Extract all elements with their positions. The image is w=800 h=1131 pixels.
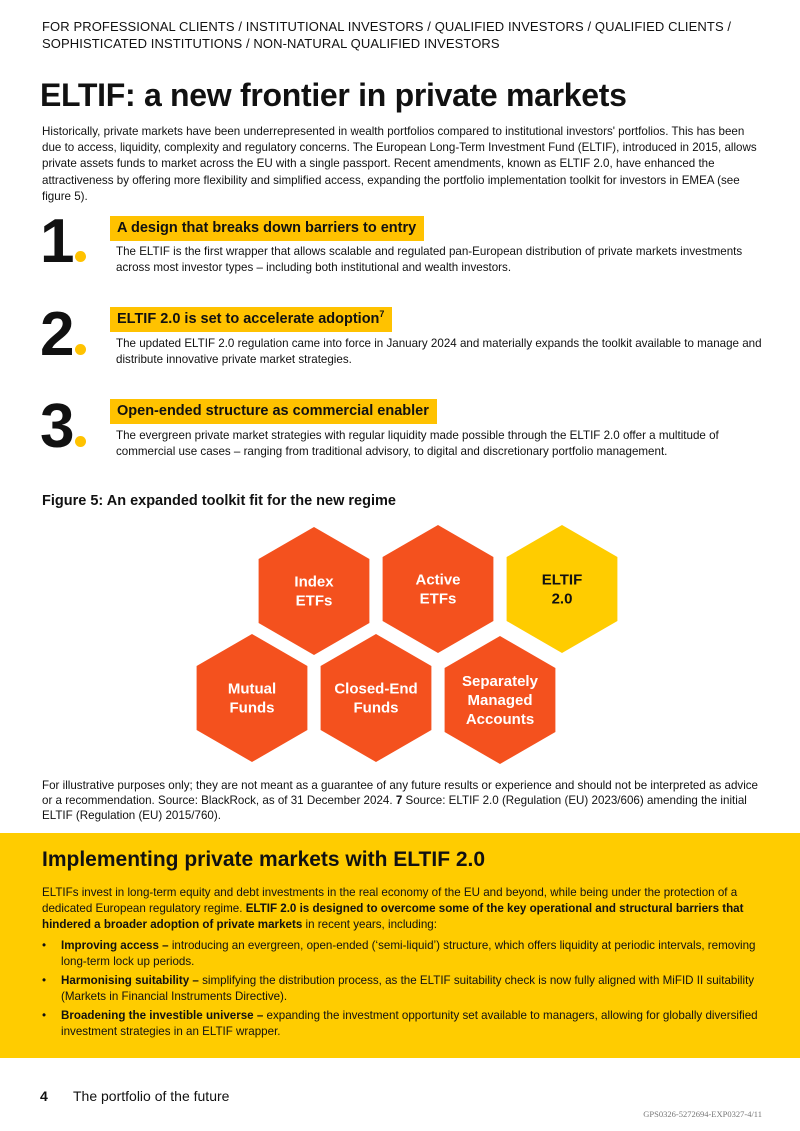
hexagon-label: Separately: [462, 673, 538, 690]
hexagon-label: ETFs: [419, 590, 457, 608]
audience-line-2: SOPHISTICATED INSTITUTIONS / NON-NATURAL QUALIFIED INVESTORS: [42, 36, 500, 51]
bullet-dot-icon: [75, 251, 86, 262]
hexagon-index-etfs: [259, 527, 370, 655]
hexagon-closed-end-funds: [321, 634, 432, 762]
page-number: 4: [40, 1088, 48, 1104]
point-text-1: The ELTIF is the first wrapper that allows scalable and regulated pan-European distribution of private markets investments across most investor types – including both institutional and wealth investors.: [116, 245, 743, 275]
point-heading-3: Open-ended structure as commercial enabler: [110, 399, 437, 424]
point-heading-2: ELTIF 2.0 is set to accelerate adoption$^7$: [110, 307, 392, 332]
document-code: GPS0326-5272694-EXP0327-4/11: [643, 1109, 762, 1119]
audience-disclaimer: [42, 18, 782, 52]
figure-footnote: For illustrative purposes only; they are not meant as a guarantee of any future results or experience and should not be interpreted as advice or a recommendation. Source: BlackRock, as of 31 December 2024. 7 Source: ELTIF 2.0 (Regulation (EU) 2023/606) amending the initial ELTIF (Regulation (EU) 2015/760).: [42, 779, 759, 822]
hexagon-shape: [197, 634, 308, 762]
hexagon-label: Accounts: [465, 711, 535, 728]
point-text-2: The updated ELTIF 2.0 regulation came into force in January 2024 and materially expands the toolkit available to manage and distribute innovative private market strategies.: [116, 337, 762, 367]
hexagon-shape: [383, 525, 494, 653]
hexagon-label: Mutual: [227, 680, 277, 698]
hexagon-label: Funds: [353, 699, 399, 717]
list-item: • Improving access – introducing an evergreen, open-ended (‘semi-liquid’) structure, which offers liquidity at periodic intervals, removing long-term lock up periods.: [42, 938, 758, 970]
point-number-1: 1: [40, 212, 86, 272]
implementing-panel: [0, 833, 800, 1058]
toolkit-hexagon-figure: [0, 515, 800, 765]
point-text-3: The evergreen private market strategies with regular liquidity made possible through the ELTIF 2.0 offer a multitude of commercial use cases – ranging from traditional advisory, to digital and discretionary portfolio management.: [116, 429, 719, 459]
hexagon-label: Active: [415, 571, 461, 589]
implementing-paragraph: ELTIFs invest in long-term equity and debt investments in the real economy of the EU and beyond, while being under the protection of a dedicated European regulatory regime. ELTIF 2.0 is designed to overcome some of the key operational and structural barriers that hindered a broader adoption of private markets in recent years, including:: [42, 886, 744, 932]
audience-line-1: FOR PROFESSIONAL CLIENTS / INSTITUTIONAL INVESTORS / QUALIFIED INVESTORS / QUALIFIED CLIENTS /: [42, 19, 732, 34]
hexagon-label: Managed: [467, 692, 533, 709]
hexagon-label: ELTIF: [541, 571, 583, 589]
point-number-3: 3: [40, 397, 86, 457]
hexagon-label: Funds: [229, 699, 275, 717]
hexagon-shape: [259, 527, 370, 655]
publication-title: The portfolio of the future: [73, 1088, 230, 1104]
bullet-dot-icon: [75, 344, 86, 355]
point-heading-1: A design that breaks down barriers to entry: [110, 216, 424, 241]
hexagon-shape: [507, 525, 618, 653]
footnote-ref-text: Source: ELTIF 2.0 (Regulation (EU) 2023/606) amending the initial ELTIF (Regulation (EU) 2015/760).: [42, 794, 747, 822]
figure-title: Figure 5: An expanded toolkit fit for the new regime: [42, 493, 396, 509]
hexagon-eltif-2-0: [507, 525, 618, 653]
point-number-2: 2: [40, 305, 86, 365]
list-item: • Harmonising suitability – simplifying the distribution process, as the ELTIF suitability check is now fully aligned with MiFID II suitability (Markets in Financial Instruments Directive).: [42, 973, 758, 1005]
hexagon-label: Index: [294, 573, 334, 591]
hexagon-active-etfs: [383, 525, 494, 653]
implementing-heading: Implementing private markets with ELTIF 2.0: [42, 848, 486, 871]
page-title: ELTIF: a new frontier in private markets: [40, 77, 627, 113]
hexagon-mutual-funds: [197, 634, 308, 762]
footnote-marker: 7: [379, 309, 385, 319]
intro-paragraph: Historically, private markets have been underrepresented in wealth portfolios compared to institutional investors' portfolios. This has been due to access, liquidity, complexity and regulatory concerns. The European Long-Term Investment Fund (ELTIF), introduced in 2015, allows private assets funds to market across the EU with a single passport. Recent amendments, known as ELTIF 2.0, have enhanced the attractiveness by offering more flexibility and simplified access, expanding the portfolio implementation toolkit for investors in EMEA (see figure 5).: [42, 125, 757, 203]
bullet-dot-icon: [75, 436, 86, 447]
hexagon-label: ETFs: [295, 592, 333, 610]
implementing-bullet-list: [42, 938, 758, 1043]
hexagon-label: Closed-End: [334, 680, 418, 698]
list-item: • Broadening the investible universe – expanding the investment opportunity set available to managers, allowing for globally diversified investment strategies in an ELTIF wrapper.: [42, 1008, 758, 1040]
hexagon-label: 2.0: [551, 590, 573, 608]
hexagon-separately-managed-accounts: [445, 636, 556, 764]
footnote-ref-number: 7: [395, 794, 403, 807]
hexagon-shape: [321, 634, 432, 762]
